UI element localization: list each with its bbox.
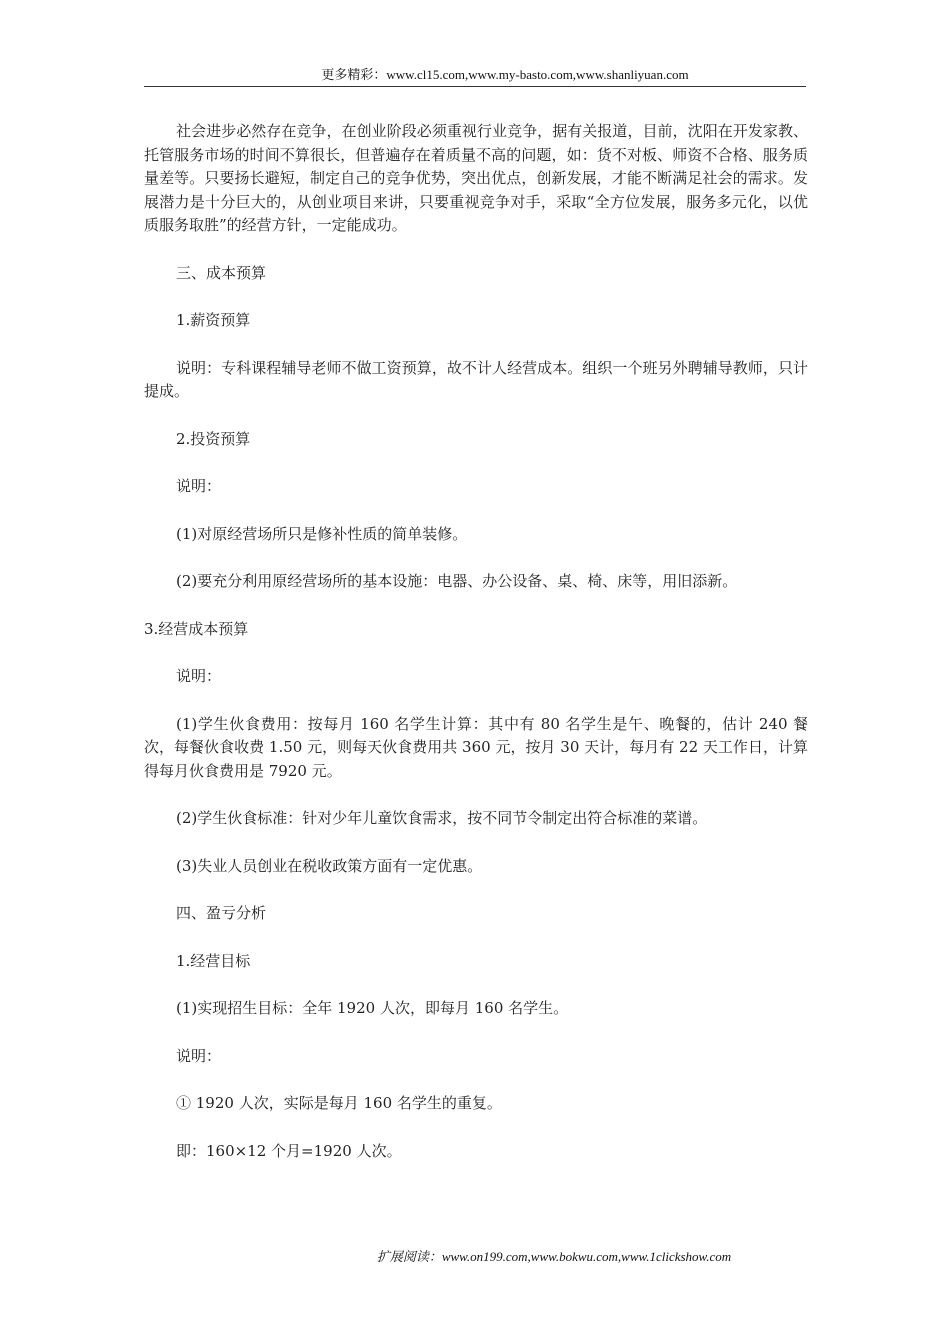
list-item: (2)学生伙食标准：针对少年儿童饮食需求，按不同节令制定出符合标准的菜谱。 bbox=[176, 809, 708, 827]
heading-business-goal: 1.经营目标 bbox=[176, 951, 251, 970]
list-item: (3)失业人员创业在税收政策方面有一定优惠。 bbox=[176, 856, 483, 875]
heading-salary-budget: 1.薪资预算 bbox=[176, 311, 251, 329]
heading-profit-analysis: 四、盈亏分析 bbox=[176, 904, 267, 922]
formula-line: 即：160×12 个月=1920 人次。 bbox=[176, 1141, 402, 1160]
paragraph-competition: 社会进步必然存在竞争，在创业阶段必须重视行业竞争，据有关报道，目前，沈阳在开发家教、托管服务市场的时间不算很长，但普遍存在着质量不高的问题，如：货不对板、师资不合格、服务质量差等。只要扬长避短，制定自己的竞争优势，突出优点，创新发展，才能不断满足社会的需求。发展潜力是十分巨大的，从创业项目来讲，只要重视竞争对手，采取“全方位发展，服务多元化，以优质服务取胜”的经营方针，一定能成功。 bbox=[144, 122, 808, 234]
heading-cost-budget: 三、成本预算 bbox=[176, 263, 267, 282]
document-body bbox=[144, 120, 808, 1163]
list-item: (1)对原经营场所只是修补性质的简单装修。 bbox=[176, 524, 468, 543]
label-note: 说明： bbox=[176, 477, 222, 495]
list-item: (1)实现招生目标：全年 1920 人次，即每月 160 名学生。 bbox=[176, 999, 569, 1017]
heading-investment-budget: 2.投资预算 bbox=[176, 429, 251, 448]
header-links: 更多精彩：www.cl15.com,www.my-basto.com,www.shanliyuan.com bbox=[321, 67, 689, 82]
list-item: ① 1920 人次，实际是每月 160 名学生的重复。 bbox=[176, 1094, 502, 1112]
list-item: (2)要充分利用原经营场所的基本设施：电器、办公设备、桌、椅、床等，用旧添新。 bbox=[176, 572, 738, 590]
paragraph-salary-note: 说明：专科课程辅导老师不做工资预算，故不计人经营成本。组织一个班另外聘辅导教师，只计提成。 bbox=[144, 358, 808, 400]
label-note: 说明： bbox=[176, 1046, 222, 1065]
footer-links: 扩展阅读：www.on199.com,www.bokwu.com,www.1clickshow.com bbox=[376, 1249, 732, 1264]
label-note: 说明： bbox=[176, 667, 222, 685]
list-item: (1)学生伙食费用：按每月 160 名学生计算：其中有 80 名学生是午、晚餐的，估计 240 餐次，每餐伙食收费 1.50 元，则每天伙食费用共 360 元，按月 30 天计，每月有 22 天工作日，计算得每月伙食费用是 7920 元。 bbox=[144, 714, 808, 780]
page-header bbox=[144, 66, 806, 87]
heading-operating-cost: 3.经营成本预算 bbox=[144, 619, 249, 638]
page-footer bbox=[144, 1248, 806, 1266]
